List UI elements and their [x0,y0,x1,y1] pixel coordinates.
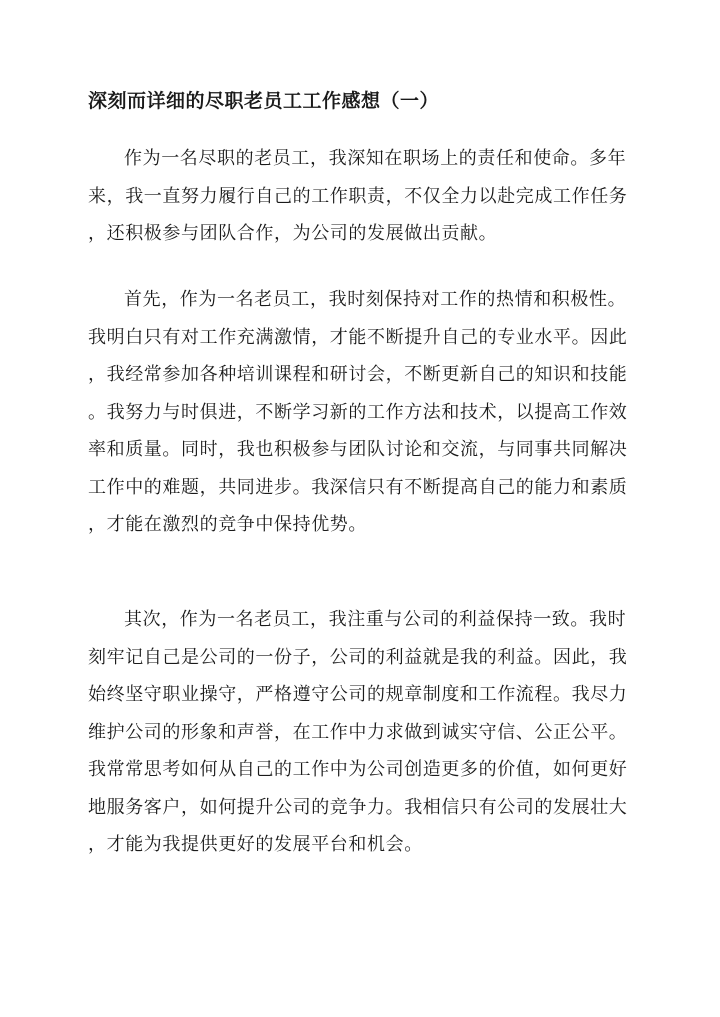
paragraph-line: 工作中的难题，共同进步。我深信只有不断提高自己的能力和素质 [88,476,628,498]
paragraph-line: 维护公司的形象和声誉，在工作中力求做到诚实守信、公正公平。 [88,721,628,743]
paragraph-line: 我明白只有对工作充满激情，才能不断提升自己的专业水平。因此 [88,326,628,348]
paragraph-line: ，才能为我提供更好的发展平台和机会。 [88,834,423,855]
paragraph-line: ，还积极参与团队合作，为公司的发展做出贡献。 [88,223,498,244]
paragraph-3 [88,601,640,864]
paragraph-line: 作为一名尽职的老员工，我深知在职场上的责任和使命。多年 [124,148,627,169]
paragraph-line: 率和质量。同时，我也积极参与团队讨论和交流，与同事共同解决 [88,439,628,460]
paragraph-line: 首先，作为一名老员工，我时刻保持对工作的热情和积极性。 [124,289,627,310]
paragraph-line: 我常常思考如何从自己的工作中为公司创造更多的价值，如何更好 [88,759,628,780]
paragraph-1 [88,140,640,253]
paragraph-line: ，我经常参加各种培训课程和研讨会，不断更新自己的知识和技能 [88,364,628,385]
paragraph-line: ，才能在激烈的竞争中保持优势。 [88,514,367,535]
paragraph-line: 。我努力与时俱进，不断学习新的工作方法和技术，以提高工作效 [88,401,628,423]
paragraph-line: 刻牢记自己是公司的一份子，公司的利益就是我的利益。因此，我 [88,646,628,668]
paragraph-line: 地服务客户，如何提升公司的竞争力。我相信只有公司的发展壮大 [88,796,628,818]
paragraph-line: 来，我一直努力履行自己的工作职责，不仅全力以赴完成工作任务 [88,185,628,207]
paragraph-line: 其次，作为一名老员工，我注重与公司的利益保持一致。我时 [124,609,627,630]
document-title: 深刻而详细的尽职老员工工作感想（一） [88,90,440,112]
paragraph-line: 始终坚守职业操守，严格遵守公司的规章制度和工作流程。我尽力 [88,684,628,705]
paragraph-2 [88,281,640,544]
